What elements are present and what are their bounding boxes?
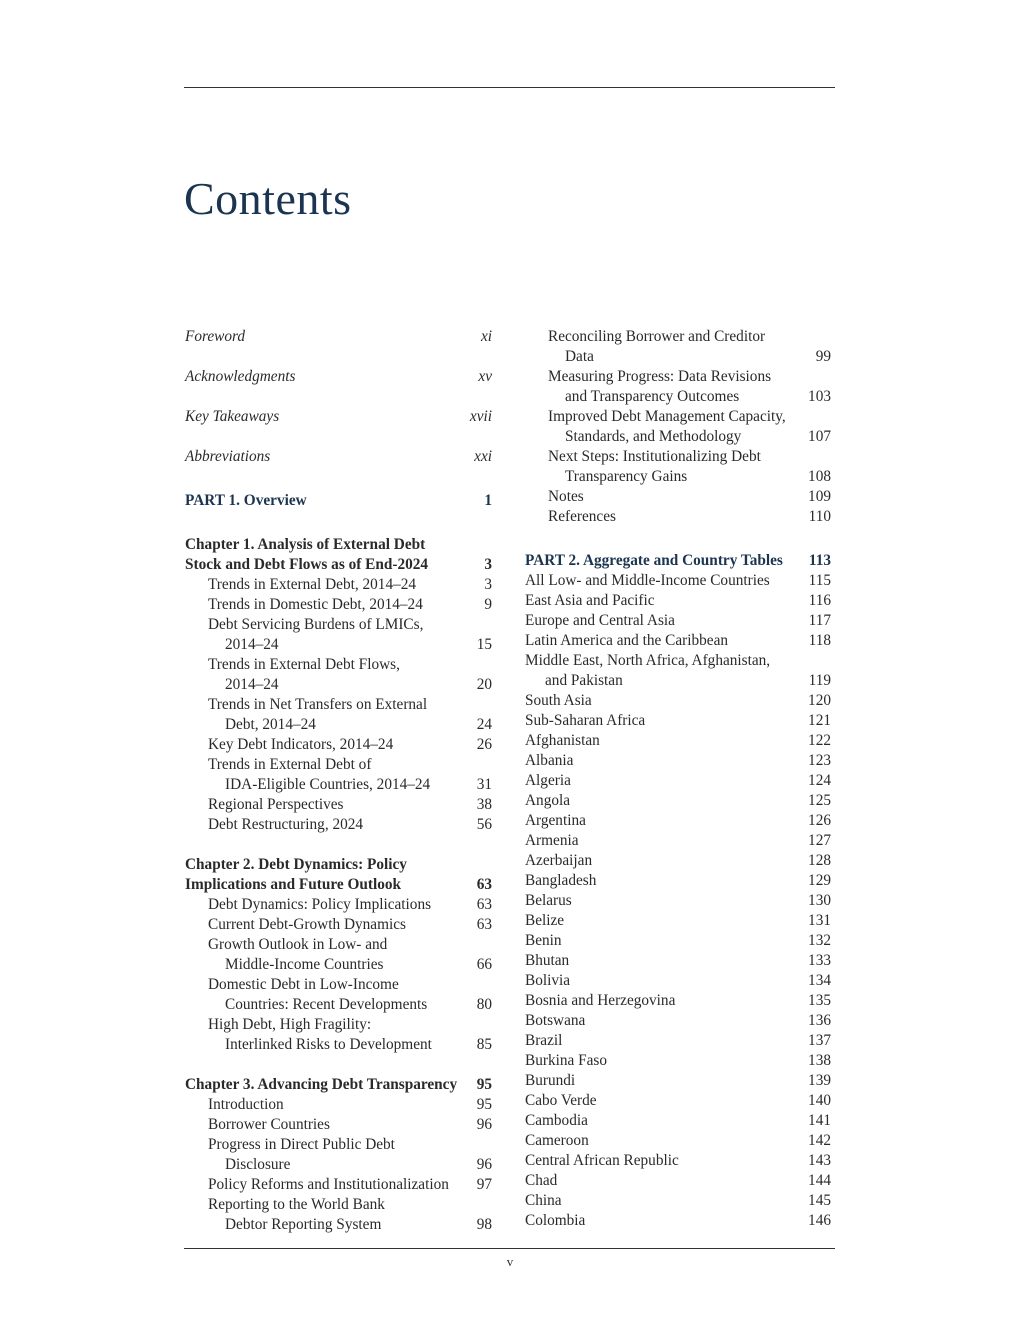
- page-title: Contents: [184, 173, 352, 224]
- entry-title-line: Interlinked Risks to Development: [225, 1036, 432, 1053]
- toc-chapter-1[interactable]: [185, 535, 492, 575]
- toc-section-item[interactable]: [185, 755, 492, 795]
- bottom-rule: [184, 1248, 835, 1249]
- entry-title-line: Debtor Reporting System: [225, 1216, 382, 1233]
- page-number: 139: [808, 1072, 831, 1089]
- page-number: 1: [484, 492, 492, 509]
- entry-title-line: Chad: [525, 1172, 558, 1189]
- page-number: 121: [808, 712, 831, 729]
- chapter-title-line: Chapter 2. Debt Dynamics: Policy: [185, 856, 407, 873]
- chapter-2-sections: [185, 895, 492, 1055]
- toc-front-matter-item[interactable]: [185, 327, 492, 347]
- toc-section-item[interactable]: [185, 975, 492, 1015]
- toc-part-2[interactable]: [525, 551, 831, 571]
- page-number: 97: [476, 1176, 492, 1193]
- page-number: 143: [808, 1152, 831, 1169]
- page-number: 113: [808, 552, 831, 569]
- toc-country-item[interactable]: [525, 1091, 831, 1111]
- toc-section-item[interactable]: [525, 507, 831, 527]
- toc-country-item[interactable]: [525, 971, 831, 991]
- entry-title-line: Domestic Debt in Low-Income: [208, 976, 399, 993]
- page-number: 133: [808, 952, 831, 969]
- entry-title-line: Belarus: [525, 892, 572, 909]
- page-number: 146: [808, 1212, 831, 1229]
- entry-title-line: Introduction: [208, 1096, 284, 1113]
- page-number: 95: [476, 1076, 492, 1093]
- toc-section-item[interactable]: [185, 655, 492, 695]
- page-number: 128: [808, 852, 831, 869]
- entry-title-line: IDA-Eligible Countries, 2014–24: [225, 776, 431, 793]
- entry-title-line: Borrower Countries: [208, 1116, 330, 1133]
- entry-title: Abbreviations: [185, 448, 271, 465]
- toc-country-item[interactable]: [525, 1051, 831, 1071]
- front-matter-list: [185, 327, 492, 467]
- toc-country-item[interactable]: [525, 811, 831, 831]
- entry-title-line: Improved Debt Management Capacity,: [548, 408, 786, 425]
- entry-title-line: Armenia: [525, 832, 579, 849]
- entry-title-line: Notes: [548, 488, 584, 505]
- page-number: 63: [476, 916, 492, 933]
- entry-title-line: Colombia: [525, 1212, 586, 1229]
- top-rule: [184, 87, 835, 88]
- toc-section-item[interactable]: [185, 1195, 492, 1235]
- entry-title-line: Disclosure: [225, 1156, 291, 1173]
- entry-title-line: Botswana: [525, 1012, 586, 1029]
- entry-title-line: Trends in External Debt of: [208, 756, 372, 773]
- page-number: 108: [808, 468, 831, 485]
- entry-title-line: Cabo Verde: [525, 1092, 597, 1109]
- toc-country-item[interactable]: [525, 1111, 831, 1131]
- entry-title-line: Growth Outlook in Low- and: [208, 936, 388, 953]
- page-number: 120: [808, 692, 831, 709]
- entry-title-line: 2014–24: [225, 676, 279, 693]
- toc-country-item[interactable]: [525, 871, 831, 891]
- entry-title: Foreword: [185, 328, 246, 345]
- toc-country-item[interactable]: [525, 1131, 831, 1151]
- part-title: PART 2. Aggregate and Country Tables: [525, 552, 783, 569]
- entry-title-line: Central African Republic: [525, 1152, 679, 1169]
- page-number: 103: [808, 388, 831, 405]
- page-number: 9: [484, 596, 492, 613]
- chapter-title: Chapter 3. Advancing Debt Transparency: [185, 1076, 458, 1093]
- toc-section-item[interactable]: [185, 735, 492, 755]
- toc-country-item[interactable]: [525, 791, 831, 811]
- toc-section-item[interactable]: [525, 487, 831, 507]
- entry-title-line: Debt, 2014–24: [225, 716, 316, 733]
- toc-country-item[interactable]: [525, 931, 831, 951]
- toc-country-item[interactable]: [525, 571, 831, 591]
- page-number: 99: [815, 348, 831, 365]
- toc-section-item[interactable]: [185, 575, 492, 595]
- page-number: 144: [808, 1172, 831, 1189]
- page-number: 119: [808, 672, 831, 689]
- page-number: 24: [476, 716, 492, 733]
- page-number: xvii: [469, 408, 492, 425]
- toc-chapter-2[interactable]: [185, 855, 492, 895]
- page-number: 126: [808, 812, 831, 829]
- page-number: 115: [808, 572, 831, 589]
- page-footer-number: v: [506, 1254, 514, 1269]
- entry-title-line: Current Debt-Growth Dynamics: [208, 916, 406, 933]
- page-number: 131: [808, 912, 831, 929]
- page-number: 26: [476, 736, 492, 753]
- page-number: 123: [808, 752, 831, 769]
- entry-title-line: Trends in External Debt Flows,: [208, 656, 400, 673]
- toc-section-item[interactable]: [185, 1175, 492, 1195]
- page-number: 95: [476, 1096, 492, 1113]
- entry-title-line: References: [548, 508, 616, 525]
- page-number: 137: [808, 1032, 831, 1049]
- entry-title-line: Burkina Faso: [525, 1052, 608, 1069]
- page-number: xxi: [474, 448, 492, 465]
- toc-country-item[interactable]: [525, 1211, 831, 1231]
- page-number: 145: [808, 1192, 831, 1209]
- toc-country-item[interactable]: [525, 851, 831, 871]
- entry-title-line: Trends in Net Transfers on External: [208, 696, 428, 713]
- entry-title-line: Belize: [525, 912, 565, 929]
- entry-title: Key Takeaways: [185, 408, 280, 425]
- entry-title-line: Standards, and Methodology: [565, 428, 742, 445]
- toc-section-item[interactable]: [525, 407, 831, 447]
- page-number: 118: [808, 632, 831, 649]
- entry-title-line: Transparency Gains: [565, 468, 688, 485]
- page-number: 63: [476, 876, 492, 893]
- entry-title-line: Albania: [525, 752, 574, 769]
- page-number: 138: [808, 1052, 831, 1069]
- page-number: 110: [808, 508, 831, 525]
- entry-title-line: Progress in Direct Public Debt: [208, 1136, 395, 1153]
- page-number: 109: [808, 488, 831, 505]
- page-number: 38: [476, 796, 492, 813]
- toc-country-item[interactable]: [525, 1151, 831, 1171]
- page-number: 66: [476, 956, 492, 973]
- toc-country-item[interactable]: [525, 751, 831, 771]
- entry-title-line: High Debt, High Fragility:: [208, 1016, 372, 1033]
- entry-title-line: Brazil: [525, 1032, 563, 1049]
- page-number: 127: [808, 832, 831, 849]
- page-number: xi: [480, 328, 492, 345]
- entry-title-line: Middle East, North Africa, Afghanistan,: [525, 652, 771, 669]
- entry-title-line: Debt Restructuring, 2024: [208, 816, 364, 833]
- toc-country-item[interactable]: [525, 651, 831, 691]
- part-2-entries: [525, 571, 831, 1231]
- toc-section-item[interactable]: [185, 615, 492, 655]
- page-number: 56: [476, 816, 492, 833]
- toc-country-item[interactable]: [525, 831, 831, 851]
- entry-title-line: Benin: [525, 932, 562, 949]
- chapter-3-sections: [185, 1095, 492, 1235]
- page-number: 107: [808, 428, 831, 445]
- page-number: 125: [808, 792, 831, 809]
- entry-title-line: Reporting to the World Bank: [208, 1196, 385, 1213]
- entry-title-line: Azerbaijan: [525, 852, 593, 869]
- entry-title-line: East Asia and Pacific: [525, 592, 655, 609]
- chapter-title-line: Implications and Future Outlook: [185, 876, 402, 893]
- toc-section-item[interactable]: [185, 595, 492, 615]
- entry-title-line: Regional Perspectives: [208, 796, 344, 813]
- page-number: 117: [808, 612, 831, 629]
- toc-section-item[interactable]: [185, 695, 492, 735]
- entry-title-line: and Pakistan: [545, 672, 623, 689]
- toc-country-item[interactable]: [525, 1031, 831, 1051]
- page-number: 122: [808, 732, 831, 749]
- page-number: 96: [476, 1116, 492, 1133]
- entry-title-line: Algeria: [525, 772, 571, 789]
- page-number: 96: [476, 1156, 492, 1173]
- page-number: 142: [808, 1132, 831, 1149]
- entry-title-line: Countries: Recent Developments: [225, 996, 428, 1013]
- entry-title-line: 2014–24: [225, 636, 279, 653]
- toc-country-item[interactable]: [525, 1191, 831, 1211]
- page-number: 124: [808, 772, 831, 789]
- toc-country-item[interactable]: [525, 1171, 831, 1191]
- toc-section-item[interactable]: [185, 1115, 492, 1135]
- toc-section-item[interactable]: [185, 815, 492, 835]
- toc-country-item[interactable]: [525, 591, 831, 611]
- entry-title-line: Trends in External Debt, 2014–24: [208, 576, 417, 593]
- toc-section-item[interactable]: [525, 447, 831, 487]
- entry-title-line: Debt Dynamics: Policy Implications: [208, 896, 432, 913]
- page-number: 20: [476, 676, 492, 693]
- entry-title-line: Cambodia: [525, 1112, 588, 1129]
- entry-title-line: Sub-Saharan Africa: [525, 712, 646, 729]
- chapter-3-sections-continued: [525, 327, 831, 527]
- toc-country-item[interactable]: [525, 911, 831, 931]
- toc-country-item[interactable]: [525, 1011, 831, 1031]
- page-number: 3: [484, 556, 492, 573]
- page-number: 135: [808, 992, 831, 1009]
- toc-country-item[interactable]: [525, 1071, 831, 1091]
- part-title: PART 1. Overview: [185, 492, 307, 509]
- toc-country-item[interactable]: [525, 631, 831, 651]
- page-number: 85: [476, 1036, 492, 1053]
- toc-section-item[interactable]: [185, 915, 492, 935]
- entry-title-line: Measuring Progress: Data Revisions: [548, 368, 772, 385]
- page-number: 132: [808, 932, 831, 949]
- chapter-1-sections: [185, 575, 492, 835]
- page-number: 15: [476, 636, 492, 653]
- page-number: 129: [808, 872, 831, 889]
- entry-title-line: China: [525, 1192, 562, 1209]
- entry-title: Acknowledgments: [185, 368, 296, 385]
- entry-title-line: Afghanistan: [525, 732, 600, 749]
- page-number: 80: [476, 996, 492, 1013]
- page-number: xv: [478, 368, 492, 385]
- toc-country-item[interactable]: [525, 611, 831, 631]
- chapter-title-line: Stock and Debt Flows as of End-2024: [185, 556, 429, 573]
- toc-country-item[interactable]: [525, 771, 831, 791]
- page-number: 134: [808, 972, 831, 989]
- page-number: 98: [476, 1216, 492, 1233]
- toc-section-item[interactable]: [185, 795, 492, 815]
- toc-country-item[interactable]: [525, 891, 831, 911]
- page-number: 141: [808, 1112, 831, 1129]
- entry-title-line: and Transparency Outcomes: [565, 388, 740, 405]
- chapter-title-line: Chapter 1. Analysis of External Debt: [185, 536, 426, 553]
- entry-title-line: Bosnia and Herzegovina: [525, 992, 676, 1009]
- entry-title-line: Bolivia: [525, 972, 571, 989]
- entry-title-line: Debt Servicing Burdens of LMICs,: [208, 616, 424, 633]
- toc-section-item[interactable]: [185, 935, 492, 975]
- toc-section-item[interactable]: [185, 895, 492, 915]
- entry-title-line: Latin America and the Caribbean: [525, 632, 729, 649]
- toc-country-item[interactable]: [525, 691, 831, 711]
- entry-title-line: Data: [565, 348, 594, 365]
- entry-title-line: Burundi: [525, 1072, 576, 1089]
- entry-title-line: Europe and Central Asia: [525, 612, 675, 629]
- toc-country-item[interactable]: [525, 711, 831, 731]
- toc-part-1[interactable]: [185, 491, 492, 511]
- toc-section-item[interactable]: [525, 327, 831, 367]
- entry-title-line: Bangladesh: [525, 872, 597, 889]
- toc-right-column: [525, 327, 831, 1231]
- entry-title-line: Argentina: [525, 812, 586, 829]
- page-number: 116: [808, 592, 831, 609]
- entry-title-line: Bhutan: [525, 952, 570, 969]
- toc-chapter-3[interactable]: [185, 1075, 492, 1095]
- toc-section-item[interactable]: [185, 1135, 492, 1175]
- entry-title-line: Cameroon: [525, 1132, 589, 1149]
- page-number: 136: [808, 1012, 831, 1029]
- toc-front-matter-item[interactable]: [185, 447, 492, 467]
- page-number: 140: [808, 1092, 831, 1109]
- page-number: 63: [476, 896, 492, 913]
- toc-left-column: [185, 327, 492, 1235]
- toc-section-item[interactable]: [185, 1095, 492, 1115]
- entry-title-line: South Asia: [525, 692, 592, 709]
- toc-front-matter-item[interactable]: [185, 367, 492, 387]
- page-number: 3: [484, 576, 492, 593]
- entry-title-line: All Low- and Middle-Income Countries: [525, 572, 770, 589]
- toc-country-item[interactable]: [525, 991, 831, 1011]
- entry-title-line: Trends in Domestic Debt, 2014–24: [208, 596, 423, 613]
- toc-country-item[interactable]: [525, 951, 831, 971]
- entry-title-line: Reconciling Borrower and Creditor: [548, 328, 766, 345]
- toc-country-item[interactable]: [525, 731, 831, 751]
- entry-title-line: Policy Reforms and Institutionalization: [208, 1176, 449, 1193]
- entry-title-line: Angola: [525, 792, 571, 809]
- toc-section-item[interactable]: [525, 367, 831, 407]
- entry-title-line: Key Debt Indicators, 2014–24: [208, 736, 394, 753]
- page-number: 130: [808, 892, 831, 909]
- toc-front-matter-item[interactable]: [185, 407, 492, 427]
- toc-section-item[interactable]: [185, 1015, 492, 1055]
- entry-title-line: Next Steps: Institutionalizing Debt: [548, 448, 761, 465]
- page-number: 31: [476, 776, 492, 793]
- entry-title-line: Middle-Income Countries: [225, 956, 384, 973]
